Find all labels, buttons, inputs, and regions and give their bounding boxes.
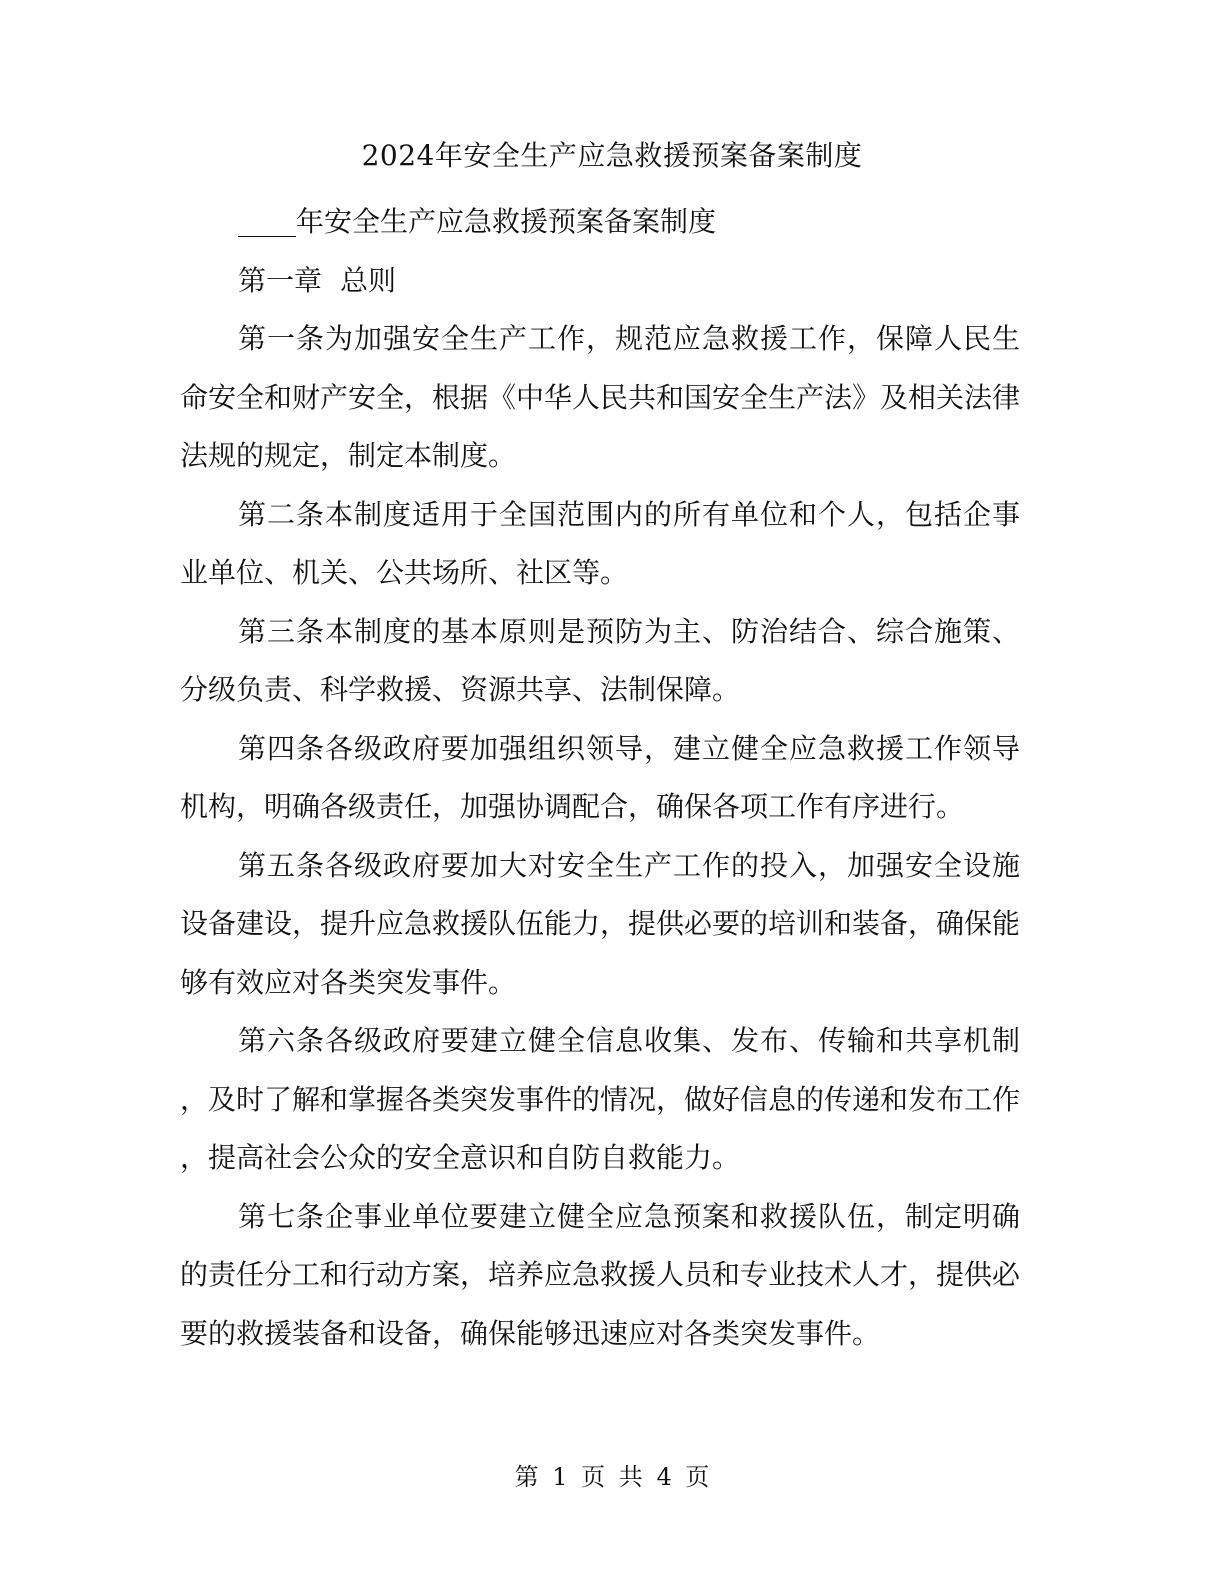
article-paragraph: 第三条本制度的基本原则是预防为主、防治结合、综合施策、分级负责、科学救援、资源共享、法制保障。 [180, 614, 1020, 706]
article-paragraph: 第二条本制度适用于全国范围内的所有单位和个人，包括企事业单位、机关、公共场所、社区等。 [180, 497, 1020, 589]
page-number-footer: 第 1 页 共 4 页 [514, 1463, 710, 1491]
chapter-heading [180, 252, 1020, 311]
document-subtitle [180, 193, 1020, 252]
document-body [180, 193, 1020, 1363]
chapter-number: 第一章 [238, 263, 323, 297]
fill-in-blank [238, 208, 296, 237]
article-paragraph: 第四条各级政府要加强组织领导，建立健全应急救援工作领导机构，明确各级责任，加强协调配合，确保各项工作有序进行。 [180, 731, 1020, 823]
subtitle-text: 年安全生产应急救援预案备案制度 [296, 205, 717, 238]
article-paragraph: 第七条企事业单位要建立健全应急预案和救援队伍，制定明确的责任分工和行动方案，培养应急救援人员和专业技术人才，提供必要的救援装备和设备，确保能够迅速应对各类突发事件。 [180, 1199, 1021, 1350]
article-paragraph: 第一条为加强安全生产工作，规范应急救援工作，保障人民生命安全和财产安全，根据《中华人民共和国安全生产法》及相关法律法规的规定，制定本制度。 [180, 322, 1021, 472]
document-title: 2024年安全生产应急救援预案备案制度 [361, 139, 863, 172]
article-paragraph: 第五条各级政府要加大对安全生产工作的投入，加强安全设施设备建设，提升应急救援队伍能力，提供必要的培训和装备，确保能够有效应对各类突发事件。 [180, 848, 1021, 999]
article-paragraph: 第六条各级政府要建立健全信息收集、发布、传输和共享机制，及时了解和掌握各类突发事件的情况，做好信息的传递和发布工作，提高社会公众的安全意识和自防自救能力。 [180, 1024, 1021, 1174]
chapter-name: 总则 [340, 263, 397, 297]
